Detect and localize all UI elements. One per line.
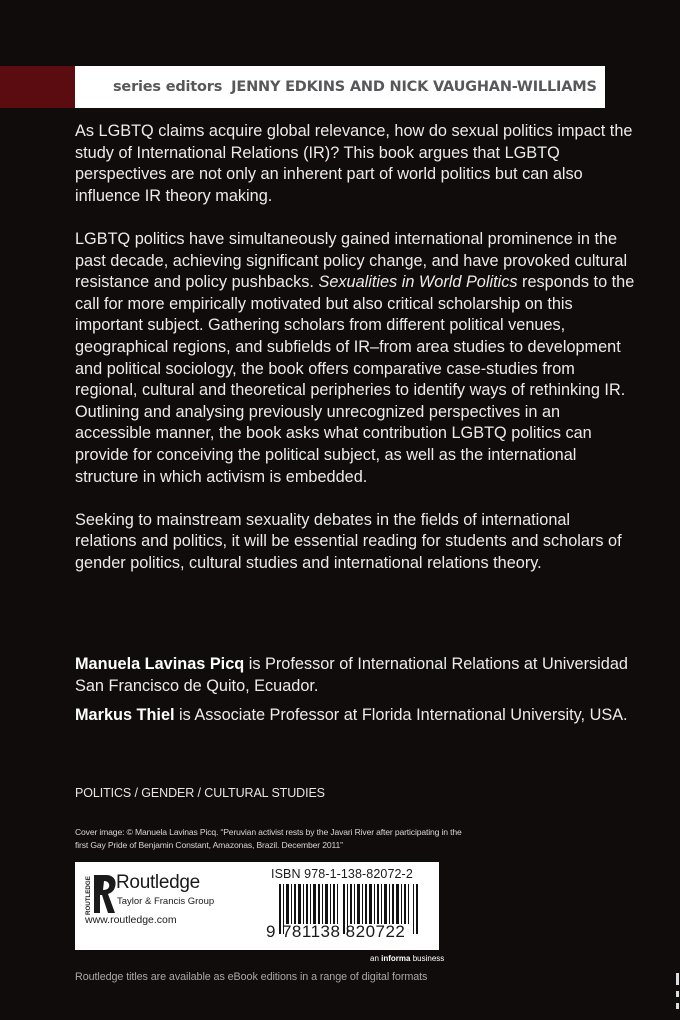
series-label: series editors (113, 79, 223, 95)
author-name: Manuela Lavinas Picq (75, 655, 245, 673)
paragraph-text: LGBTQ politics have simultaneously gained international prominence in the past decade, achieving significant policy change, and have provoked cultural resistance and policy pushbacks. (75, 229, 628, 292)
series-editors-names: JENNY EDKINS AND NICK VAUGHAN-WILLIAMS (231, 79, 597, 95)
book-description (75, 121, 635, 596)
series-editors-banner (75, 66, 605, 108)
accent-band (0, 66, 75, 108)
description-paragraph-1: As LGBTQ claims acquire global relevance, how do sexual politics impact the study of International Relations (IR)? This book argues that LGBTQ perspectives are not only an inherent part of world politics but can also influence IR theory making. (75, 122, 633, 205)
paragraph-text: responds to the call for more empirically motivated but also critical scholarship on this important subject. Gathering scholars from different political venues, geographical regions, and subfields of IR–from area studies to development and political sociology, the book offers comparative case-studies from regional, cultural and theoretical peripheries to identify ways of rethinking IR. Outlining and analysing previously unrecognized perspectives in an accessible manner, the book asks what contribution LGBTQ politics can provide for conceiving the political subject, as well as the international structure in which activism is embedded. (75, 273, 635, 486)
informa-suffix: business (410, 954, 445, 963)
publisher-name: Routledge (116, 872, 200, 893)
author-bio (75, 654, 635, 697)
publisher-url[interactable]: www.routledge.com (85, 914, 177, 926)
book-title: Sexualities in World Politics (318, 273, 518, 292)
informa-prefix: an (370, 954, 382, 963)
subject-categories: POLITICS / GENDER / CULTURAL STUDIES (75, 786, 325, 800)
isbn-label: ISBN 978-1-138-82072-2 (271, 867, 413, 881)
ebook-availability-note: Routledge titles are available as eBook editions in a range of digital formats (75, 971, 428, 983)
author-bio-text: is Associate Professor at Florida International University, USA. (174, 706, 628, 725)
author-name: Markus Thiel (75, 706, 175, 725)
barcode-number (266, 922, 405, 942)
description-paragraph-2 (75, 229, 635, 488)
spine-edge-mark (676, 973, 680, 1013)
description-paragraph-3: Seeking to mainstream sexuality debates in the fields of international relations and politics, it will be essential reading for students and scholars of gender politics, cultural studies and international relations theory. (75, 510, 622, 572)
barcode-first-digit: 9 (266, 922, 276, 941)
informa-tagline (370, 954, 444, 963)
informa-name: informa (381, 954, 411, 963)
publisher-group: Taylor & Francis Group (117, 896, 215, 907)
barcode-digits: 781138 820722 (281, 922, 406, 941)
cover-image-credit: Cover image: © Manuela Lavinas Picq. “Peruvian activist rests by the Javari River after participating in the first Gay Pride of Benjamin Constant, Amazonas, Brazil. December 2011” (75, 827, 462, 850)
publisher-panel (75, 862, 439, 950)
author-bios (75, 654, 635, 735)
author-bio (75, 705, 635, 727)
author-bio-text: is Professor of International Relations at Universidad San Francisco de Quito, Ecuador. (75, 655, 628, 695)
svg-text:ROUTLEDGE: ROUTLEDGE (85, 876, 92, 915)
